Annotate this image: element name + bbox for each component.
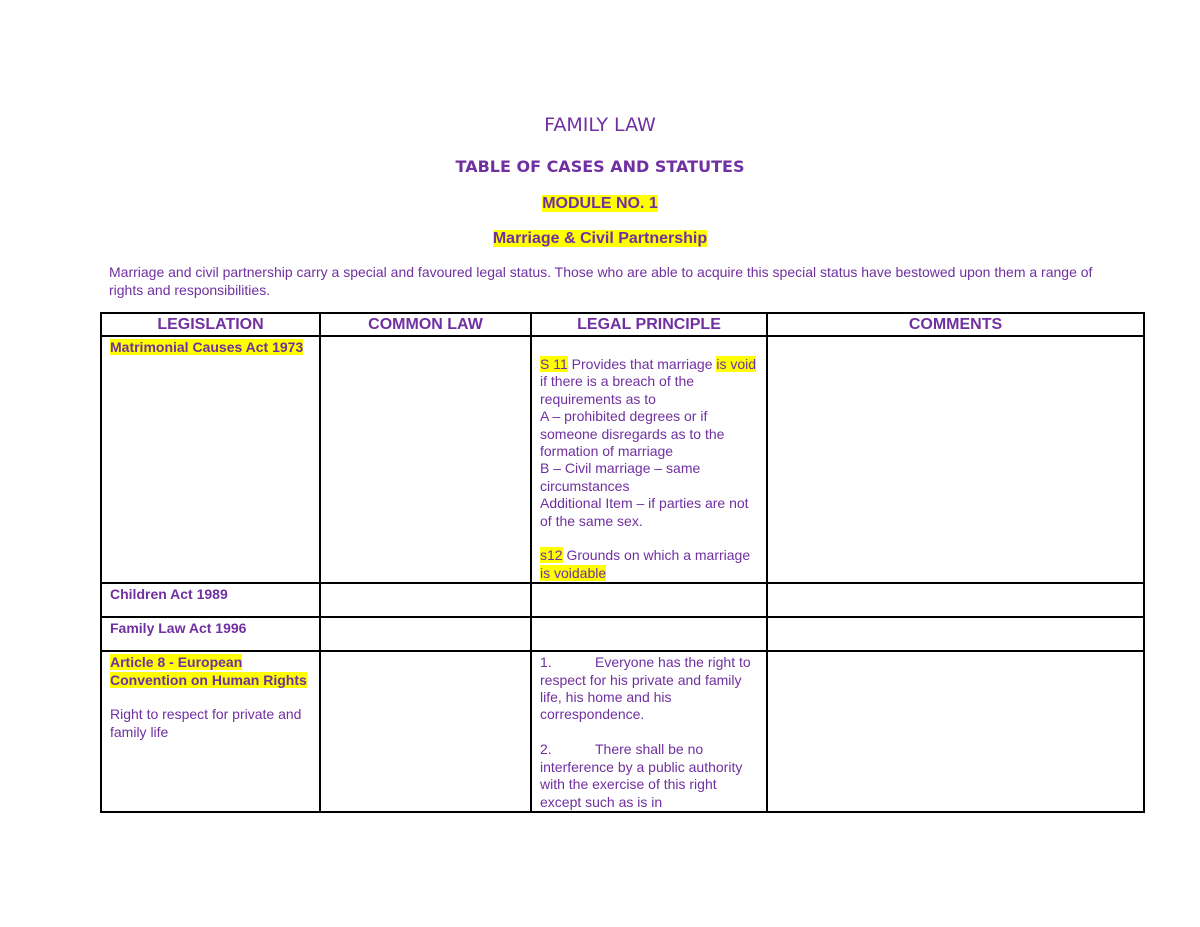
legislation-cell <box>101 336 320 583</box>
legislation-name: Article 8 - European Convention on Human Rights <box>110 654 307 688</box>
principle-line: Additional Item – if parties are not of the same sex. <box>540 495 749 529</box>
spacer <box>110 689 311 706</box>
column-header-common-law: COMMON LAW <box>320 313 531 336</box>
legislation-name: Children Act 1989 <box>110 586 228 603</box>
legislation-note: Right to respect for private and family life <box>110 706 302 740</box>
principle-line: A – prohibited degrees or if someone disregards as to the formation of marriage <box>540 408 725 460</box>
comments-cell <box>767 617 1144 651</box>
cases-statutes-table <box>100 312 1145 813</box>
common-law-cell <box>320 583 531 617</box>
module-heading <box>0 195 1200 213</box>
table-row <box>101 651 1144 812</box>
spacer <box>540 530 758 547</box>
principle-line: B – Civil marriage – same circumstances <box>540 460 701 494</box>
comments-cell <box>767 583 1144 617</box>
common-law-cell <box>320 651 531 812</box>
paragraph-text: There shall be no interference by a public authority with the exercise of this right except such as is in <box>540 741 743 810</box>
legislation-name: Family Law Act 1996 <box>110 620 247 637</box>
column-header-legal-principle: LEGAL PRINCIPLE <box>531 313 767 336</box>
table-row <box>101 617 1144 651</box>
principle-text: Provides that marriage <box>567 356 717 372</box>
legislation-cell <box>101 583 320 617</box>
principle-text: Grounds on which a marriage <box>562 547 751 564</box>
topic-label: Marriage & Civil Partnership <box>492 230 708 247</box>
legal-principle-cell <box>531 336 767 583</box>
legal-principle-cell <box>531 651 767 812</box>
document-title: FAMILY LAW <box>544 114 656 136</box>
principle-text: if there is a breach of the requirements as to <box>540 373 695 407</box>
legislation-cell <box>101 651 320 812</box>
table-header-row <box>101 313 1144 336</box>
legislation-cell <box>101 617 320 651</box>
column-header-legislation: LEGISLATION <box>101 313 320 336</box>
intro-paragraph: Marriage and civil partnership carry a special and favoured legal status. Those who are able to acquire this special status have bestowed upon them a range of rights and responsibilities. <box>109 264 1093 298</box>
legal-principle-cell <box>531 583 767 617</box>
principle-highlight: is void <box>716 356 757 372</box>
table-row <box>101 583 1144 617</box>
paragraph-text: Everyone has the right to respect for his private and family life, his home and his correspondence. <box>540 654 751 723</box>
section-ref: s12 <box>540 547 563 564</box>
paragraph-number: 2. <box>540 741 552 758</box>
column-header-comments: COMMENTS <box>767 313 1144 336</box>
common-law-cell <box>320 617 531 651</box>
principle-highlight: is voidable <box>540 564 607 581</box>
comments-cell <box>767 651 1144 812</box>
document-subtitle: TABLE OF CASES AND STATUTES <box>455 157 745 176</box>
common-law-cell <box>320 336 531 583</box>
section-ref: S 11 <box>540 356 568 372</box>
comments-cell <box>767 336 1144 583</box>
topic-heading <box>0 230 1200 248</box>
legal-principle-cell <box>531 617 767 651</box>
spacer <box>540 724 758 741</box>
table-row <box>101 336 1144 583</box>
legislation-name: Matrimonial Causes Act 1973 <box>110 339 304 355</box>
module-label: MODULE NO. 1 <box>542 195 658 212</box>
paragraph-number: 1. <box>540 654 552 671</box>
